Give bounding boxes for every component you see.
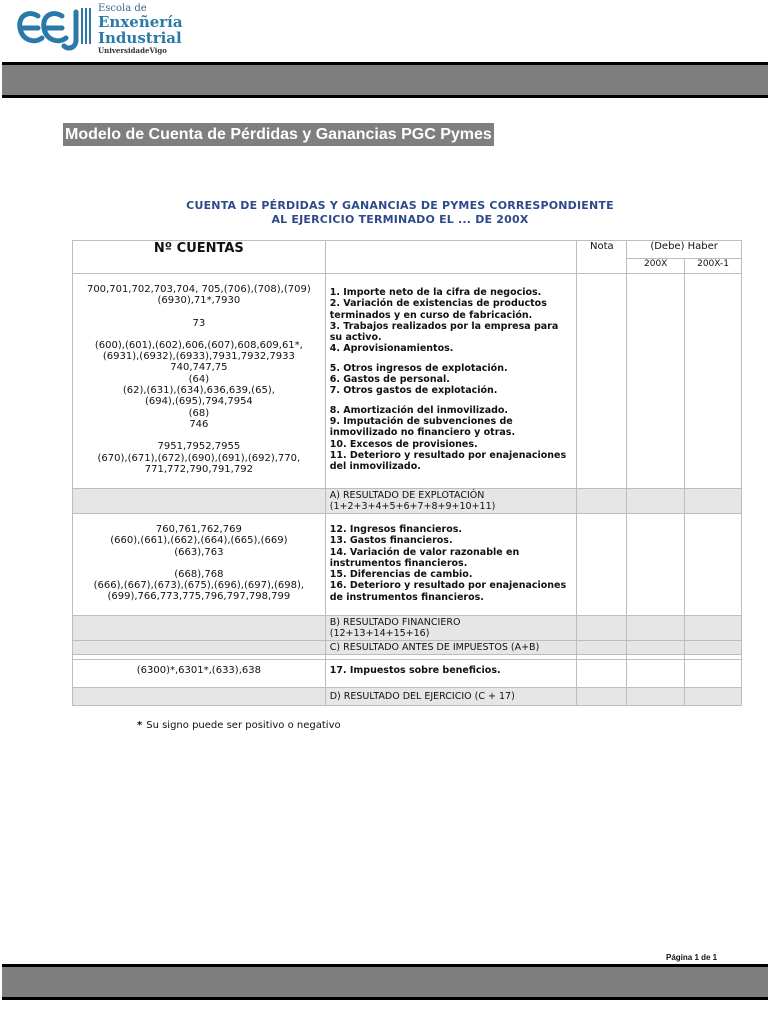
- eei-logo-icon: [14, 4, 94, 52]
- concept-item: 16. Deterioro y resultado por enajenaciones de instrumentos financieros.: [329, 580, 567, 603]
- cuentas-line: (670),(671),(672),(690),(691),(692),770,: [97, 452, 301, 464]
- table-heading-line1: CUENTA DE PÉRDIDAS Y GANANCIAS DE PYMES CORRESPONDIENTE: [186, 199, 614, 212]
- result-a-line1: A) RESULTADO DE EXPLOTACIÓN: [329, 490, 485, 501]
- year-cell: [627, 489, 685, 514]
- result-a-label: [325, 489, 577, 514]
- concept-item: 2. Variación de existencias de productos terminados y en curso de fabricación.: [329, 298, 547, 321]
- table-row-impuestos: [73, 660, 742, 688]
- year-prev-cell: [685, 616, 742, 641]
- nota-cell: [577, 688, 627, 706]
- footer-bar: [2, 964, 768, 1000]
- logo-line-industrial: Industrial: [98, 29, 182, 47]
- page-number: Página 1 de 1: [666, 953, 718, 962]
- cuentas-cell: (6300)*,6301*,(633),638: [73, 660, 326, 688]
- document-title: Modelo de Cuenta de Pérdidas y Ganancias PGC Pymes: [63, 123, 494, 146]
- concept-cell: 17. Impuestos sobre beneficios.: [325, 660, 577, 688]
- nota-cell: [577, 274, 627, 489]
- header-year: 200X: [627, 259, 685, 274]
- table-heading-line2: AL EJERCICIO TERMINADO EL ... DE 200X: [271, 213, 529, 226]
- table-row-explotacion: [73, 274, 742, 489]
- concept-item: 5. Otros ingresos de explotación.: [329, 362, 508, 374]
- logo-line-university: UniversidadeVigo: [98, 46, 167, 55]
- cuentas-line: (6931),(6932),(6933),7931,7932,7933: [102, 351, 295, 363]
- header-nota: Nota: [577, 241, 627, 274]
- cuentas-line: 740,747,75: [170, 362, 228, 374]
- logo-line-escola: Escola de: [98, 3, 147, 14]
- logo-wordmark: [98, 4, 183, 54]
- result-empty-cell: [73, 688, 326, 706]
- year-prev-cell: [685, 688, 742, 706]
- year-prev-cell: [685, 514, 742, 616]
- concept-item: 13. Gastos financieros.: [329, 535, 453, 547]
- year-cell: [627, 688, 685, 706]
- result-empty-cell: [73, 641, 326, 655]
- result-c-label: C) RESULTADO ANTES DE IMPUESTOS (A+B): [325, 641, 577, 655]
- concept-item: 12. Ingresos financieros.: [329, 524, 463, 535]
- concept-item: 10. Excesos de provisiones.: [329, 438, 478, 450]
- cuentas-line: (68): [188, 407, 210, 419]
- header-year-prev: 200X-1: [685, 259, 742, 274]
- table-heading: [130, 199, 670, 227]
- year-cell: [627, 660, 685, 688]
- nota-cell: [577, 660, 627, 688]
- result-d-label: D) RESULTADO DEL EJERCICIO (C + 17): [325, 688, 577, 706]
- cuentas-line: (666),(667),(673),(675),(696),(697),(698),: [93, 580, 305, 592]
- cuentas-line: 73: [192, 317, 206, 329]
- year-prev-cell: [685, 660, 742, 688]
- table-row-financiero: [73, 514, 742, 616]
- cuentas-line: (64): [188, 373, 210, 385]
- cuentas-cell: [73, 514, 326, 616]
- concept-item: 9. Imputación de subvenciones de inmovilizado no financiero y otras.: [329, 415, 516, 439]
- year-cell: [627, 616, 685, 641]
- result-empty-cell: [73, 489, 326, 514]
- year-prev-cell: [685, 274, 742, 489]
- cuentas-line: 771,772,790,791,792: [144, 463, 253, 475]
- concept-item: 3. Trabajos realizados por la empresa para su activo.: [329, 320, 559, 344]
- cuentas-line: (660),(661),(662),(664),(665),(669): [110, 535, 288, 547]
- income-statement-table: [72, 240, 742, 706]
- result-b-line1: B) RESULTADO FINANCIERO: [329, 617, 461, 628]
- footnote: [137, 720, 341, 731]
- year-prev-cell: [685, 489, 742, 514]
- concept-item: 15. Diferencias de cambio.: [329, 569, 473, 581]
- cuentas-cell: [73, 274, 326, 489]
- logo-line-enxeneria: Enxeñería: [98, 13, 183, 31]
- concept-cell: [325, 514, 577, 616]
- header-bar: [2, 62, 768, 98]
- cuentas-line: (6930),71*,7930: [157, 295, 241, 307]
- cuentas-line: (62),(631),(634),636,639,(65),: [122, 385, 275, 397]
- footnote-asterisk: *: [137, 720, 143, 731]
- concept-item: 7. Otros gastos de explotación.: [329, 385, 498, 397]
- cuentas-line: 746: [189, 418, 209, 430]
- concept-item: 1. Importe neto de la cifra de negocios.: [329, 287, 542, 298]
- header-concept: [325, 241, 577, 274]
- result-row-b: [73, 616, 742, 641]
- cuentas-line: (600),(601),(602),606,(607),608,609,61*,: [94, 339, 303, 351]
- cuentas-line: (694),(695),794,7954: [144, 396, 253, 408]
- nota-cell: [577, 514, 627, 616]
- concept-item: 6. Gastos de personal.: [329, 374, 450, 386]
- result-b-line2: (12+13+14+15+16): [329, 628, 430, 639]
- result-row-a: [73, 489, 742, 514]
- cuentas-line: 700,701,702,703,704, 705,(706),(708),(709): [86, 284, 311, 295]
- header-debe-haber: (Debe) Haber: [627, 241, 742, 259]
- nota-cell: [577, 489, 627, 514]
- result-row-c: [73, 641, 742, 655]
- concept-item: 8. Amortización del inmovilizado.: [329, 404, 509, 416]
- year-cell: [627, 274, 685, 489]
- table-header-row: [73, 241, 742, 259]
- cuentas-line: 7951,7952,7955: [157, 441, 241, 453]
- header-cuentas: Nº CUENTAS: [73, 241, 326, 274]
- concept-item: 11. Deterioro y resultado por enajenaciones del inmovilizado.: [329, 449, 567, 473]
- cuentas-line: 760,761,762,769: [155, 524, 242, 535]
- concept-item: 4. Aprovisionamientos.: [329, 343, 454, 355]
- concept-cell: [325, 274, 577, 489]
- result-empty-cell: [73, 616, 326, 641]
- concept-item: 14. Variación de valor razonable en instrumentos financieros.: [329, 546, 520, 569]
- nota-cell: [577, 641, 627, 655]
- year-prev-cell: [685, 641, 742, 655]
- footnote-text: Su signo puede ser positivo o negativo: [146, 720, 341, 731]
- year-cell: [627, 641, 685, 655]
- result-a-line2: (1+2+3+4+5+6+7+8+9+10+11): [329, 501, 496, 512]
- cuentas-line: (668),768: [174, 568, 224, 580]
- school-logo: [14, 2, 184, 60]
- cuentas-line: (663),763: [174, 546, 224, 558]
- result-b-label: [325, 616, 577, 641]
- result-row-d: [73, 688, 742, 706]
- nota-cell: [577, 616, 627, 641]
- cuentas-line: (699),766,773,775,796,797,798,799: [107, 591, 291, 603]
- year-cell: [627, 514, 685, 616]
